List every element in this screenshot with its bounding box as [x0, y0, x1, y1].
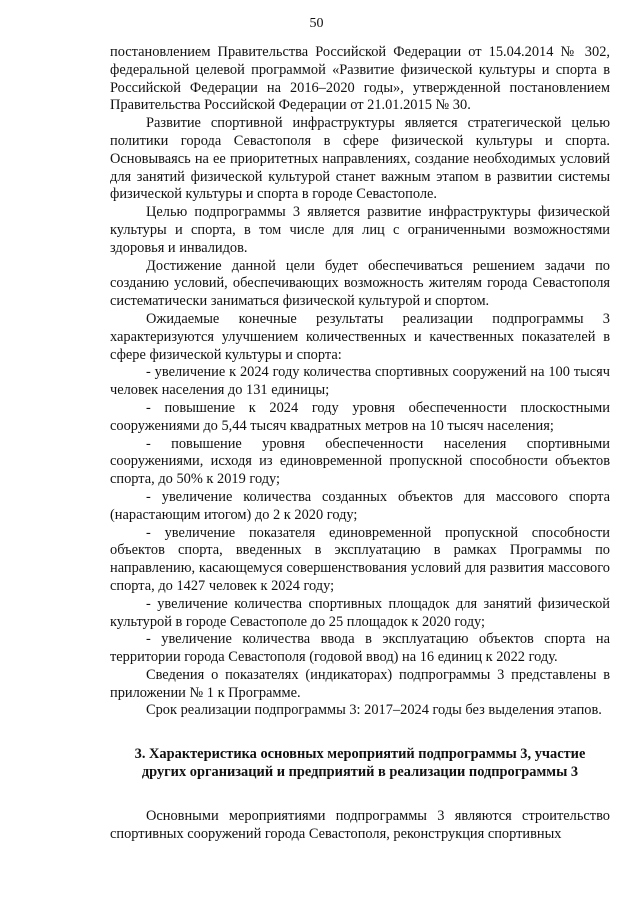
list-item: - повышение к 2024 году уровня обеспеченности плоскостными сооружениями до 5,44 тысяч квадратных метров на 10 тысяч населения; [110, 399, 610, 434]
page-number: 50 [309, 16, 324, 31]
section-heading: 3. Характеристика основных мероприятий подпрограммы 3, участие других организаций и предприятий в реализации подпрограммы 3 [134, 746, 586, 781]
paragraph: Сведения о показателях (индикаторах) подпрограммы 3 представлены в приложении № 1 к Программе. [110, 666, 610, 701]
paragraph: Основными мероприятиями подпрограммы 3 являются строительство спортивных сооружений города Севастополя, реконструкция спортивных [110, 807, 610, 842]
paragraph: постановлением Правительства Российской Федерации от 15.04.2014 № 302, федеральной целевой программой «Развитие физической культуры и спорта в Российской Федерации на 2016–2020 годы», утвержденной постановлением Правительства Российской Федерации от 21.01.2015 № 30. [110, 44, 610, 114]
paragraph: Целью подпрограммы 3 является развитие инфраструктуры физической культуры и спорта, в том числе для лиц с ограниченными возможностями здоровья и инвалидов. [110, 204, 610, 256]
paragraph: Срок реализации подпрограммы 3: 2017–2024 годы без выделения этапов. [146, 702, 602, 719]
list-item: - увеличение количества созданных объектов для массового спорта (нарастающим итогом) до 2 к 2020 году; [110, 488, 610, 523]
list-item: - увеличение к 2024 году количества спортивных сооружений на 100 тысяч человек населения до 131 единицы; [110, 364, 610, 399]
list-item: - увеличение показателя единовременной пропускной способности объектов спорта, введенных в эксплуатацию в рамках Программы по направлению, касающемуся совершенствования условий для развития массового спорта, до 1427 человек к 2024 году; [110, 524, 610, 594]
paragraph: Развитие спортивной инфраструктуры является стратегической целью политики города Севастополя в сфере физической культуры и спорта. Основываясь на ее приоритетных направлениях, создание необходимых условий для занятий физической культурой станет важным этапом в развитии системы физической культуры и спорта в городе Севастополе. [110, 115, 610, 203]
paragraph: Достижение данной цели будет обеспечиваться решением задачи по созданию условий, обеспечивающих возможность жителям города Севастополя систематически заниматься физической культурой и спортом. [110, 257, 610, 310]
paragraph: Ожидаемые конечные результаты реализации подпрограммы 3 характеризуются улучшением количественных и качественных показателей в сфере физической культуры и спорта: [110, 310, 610, 363]
document-body [110, 44, 610, 843]
list-item: - увеличение количества ввода в эксплуатацию объектов спорта на территории города Севастополя (годовой ввод) на 16 единиц к 2022 году. [110, 631, 610, 666]
list-item: - увеличение количества спортивных площадок для занятий физической культурой в городе Севастополе до 25 площадок к 2020 году; [110, 595, 610, 630]
list-item: - повышение уровня обеспеченности населения спортивными сооружениями, исходя из единовременной пропускной способности объектов спорта, до 50% к 2019 году; [110, 435, 610, 488]
